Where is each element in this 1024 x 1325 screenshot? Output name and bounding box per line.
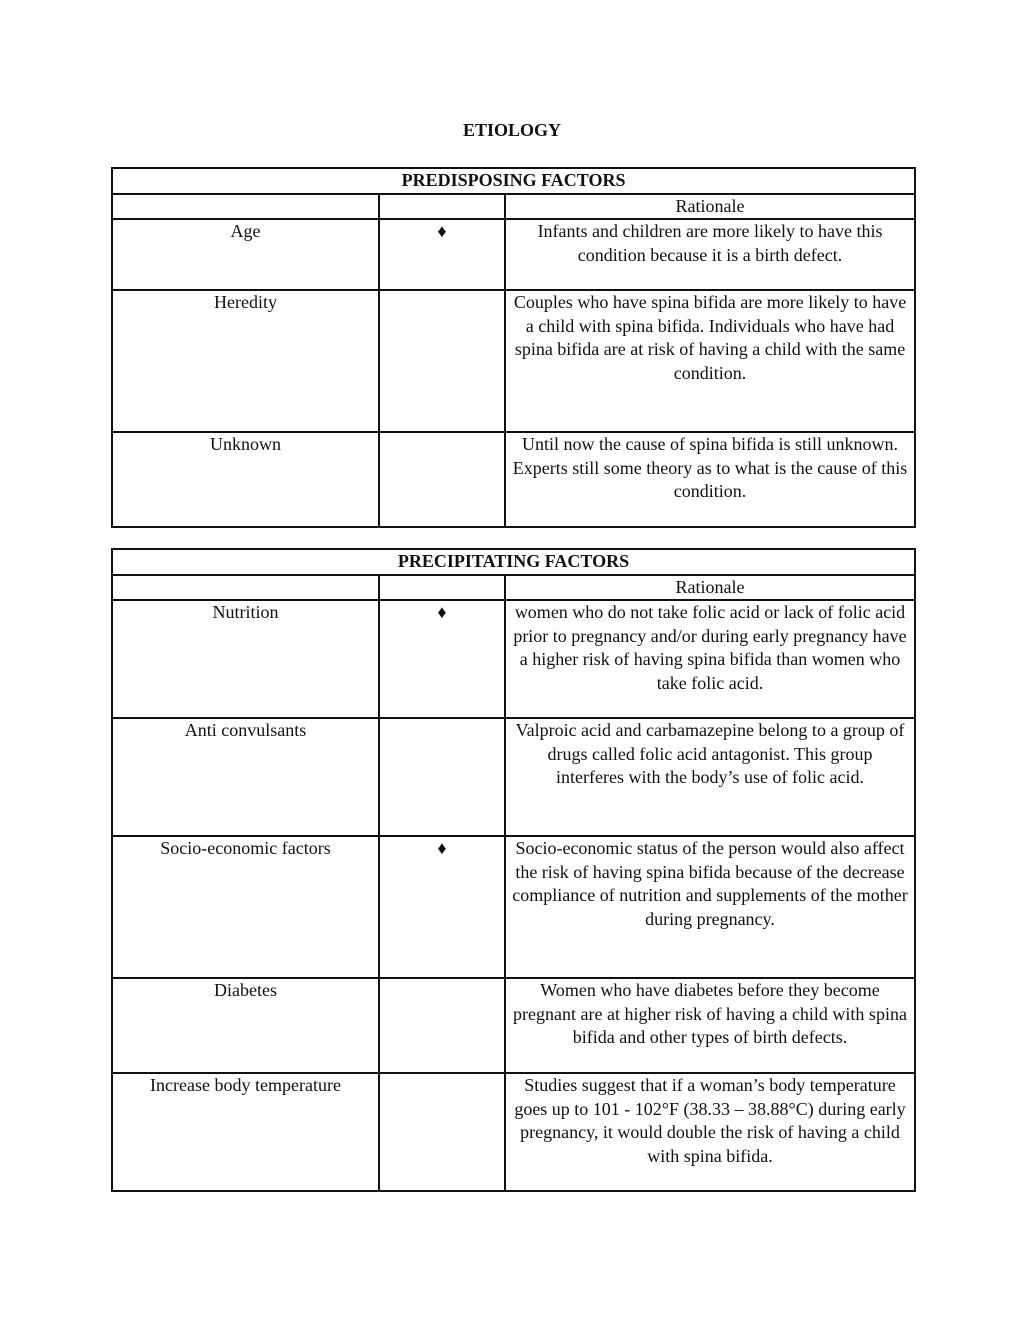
rationale-cell: Couples who have spina bifida are more likely to have a child with spina bifida. Individuals who have had spina bifida are at risk of having a child with the same condition. <box>505 290 915 432</box>
precipitating-header: PRECIPITATING FACTORS <box>112 549 915 575</box>
marker-cell <box>379 978 505 1073</box>
factor-cell: Diabetes <box>112 978 379 1073</box>
table-row <box>112 432 915 527</box>
table-row <box>112 1073 915 1191</box>
factor-cell: Nutrition <box>112 600 379 718</box>
blank-cell <box>379 194 505 220</box>
marker-cell <box>379 718 505 836</box>
page-title: ETIOLOGY <box>462 120 562 140</box>
diamond-bullet-icon: ♦ <box>379 836 505 978</box>
rationale-cell: Socio-economic status of the person would also affect the risk of having spina bifida because of the decrease compliance of nutrition and supplements of the mother during pregnancy. <box>505 836 915 978</box>
factor-cell: Heredity <box>112 290 379 432</box>
diamond-bullet-icon: ♦ <box>379 219 505 290</box>
factor-cell: Unknown <box>112 432 379 527</box>
marker-cell <box>379 1073 505 1191</box>
factor-cell: Increase body temperature <box>112 1073 379 1191</box>
rationale-cell: Valproic acid and carbamazepine belong to a group of drugs called folic acid antagonist. This group interferes with the body’s use of folic acid. <box>505 718 915 836</box>
rationale-cell: women who do not take folic acid or lack of folic acid prior to pregnancy and/or during early pregnancy have a higher risk of having spina bifida than women who take folic acid. <box>505 600 915 718</box>
factor-cell: Socio-economic factors <box>112 836 379 978</box>
diamond-bullet-icon: ♦ <box>379 600 505 718</box>
predisposing-factors-table <box>111 167 916 528</box>
blank-cell <box>112 194 379 220</box>
rationale-column-header: Rationale <box>505 575 915 601</box>
table-row <box>112 290 915 432</box>
predisposing-header: PREDISPOSING FACTORS <box>112 168 915 194</box>
blank-cell <box>379 575 505 601</box>
rationale-cell: Infants and children are more likely to have this condition because it is a birth defect. <box>505 219 915 290</box>
table-row <box>112 836 915 978</box>
rationale-cell: Until now the cause of spina bifida is still unknown. Experts still some theory as to what is the cause of this condition. <box>505 432 915 527</box>
precipitating-factors-table <box>111 548 916 1192</box>
factor-cell: Anti convulsants <box>112 718 379 836</box>
table-row <box>112 219 915 290</box>
factor-cell: Age <box>112 219 379 290</box>
rationale-cell: Studies suggest that if a woman’s body temperature goes up to 101 - 102°F (38.33 – 38.88°C) during early pregnancy, it would double the risk of having a child with spina bifida. <box>505 1073 915 1191</box>
blank-cell <box>112 575 379 601</box>
marker-cell <box>379 432 505 527</box>
table-row <box>112 718 915 836</box>
table-row <box>112 978 915 1073</box>
rationale-column-header: Rationale <box>505 194 915 220</box>
rationale-cell: Women who have diabetes before they become pregnant are at higher risk of having a child with spina bifida and other types of birth defects. <box>505 978 915 1073</box>
table-row <box>112 600 915 718</box>
marker-cell <box>379 290 505 432</box>
